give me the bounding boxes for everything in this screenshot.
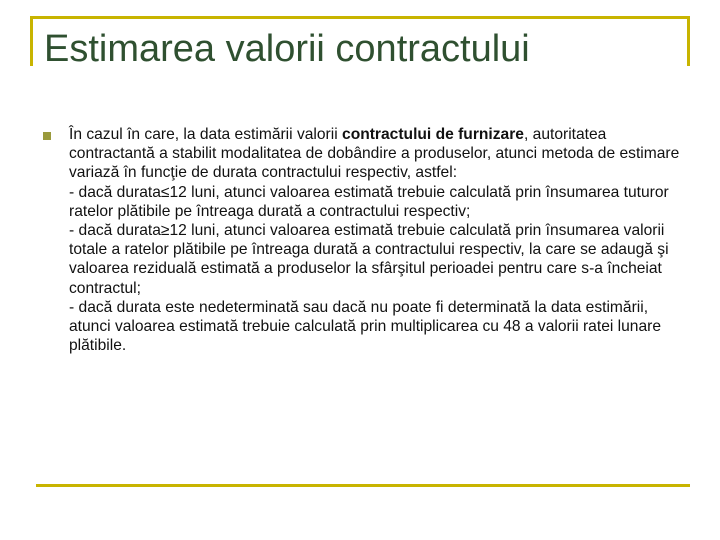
right-decorative-line xyxy=(687,16,690,66)
intro-text-start: În cazul în care, la data estimării valorii xyxy=(69,126,343,143)
condition-item-undetermined-duration: - dacă durata este nedeterminată sau dacă nu poate fi determinată la data estimării, atunci valoarea estimată trebuie calculată prin multiplicarea cu 48 a valorii ratei lunare plătibile. xyxy=(69,298,662,355)
intro-text-end: , autoritatea contractantă a stabilit modalitatea de dobândire a produselor, atunci metoda de estimare variază în funcţie de durata contractului respectiv, astfel: xyxy=(69,126,680,182)
bottom-decorative-line xyxy=(36,484,690,487)
left-decorative-line xyxy=(30,16,33,66)
slide-title: Estimarea valorii contractului xyxy=(44,28,530,70)
bullet-square-icon xyxy=(43,132,51,140)
top-decorative-line xyxy=(30,16,690,19)
bullet-body xyxy=(69,125,689,355)
condition-item-short-duration: - dacă durata≤12 luni, atunci valoarea estimată trebuie calculată prin însumarea tuturor ratelor plătibile pe întreaga durată a contractului respectiv; xyxy=(69,183,669,220)
condition-item-long-duration: - dacă durata≥12 luni, atunci valoarea estimată trebuie calculată prin însumarea valorii totale a ratelor plătibile pe întreaga durată a contractului respectiv, la care se adaugă şi valoarea reziduală estimată a produselor la sfârşitul perioadei pentru care s-a încheiat contractul; xyxy=(69,222,669,297)
intro-paragraph xyxy=(69,125,689,183)
intro-bold-term: contractului de furnizare xyxy=(342,126,524,143)
